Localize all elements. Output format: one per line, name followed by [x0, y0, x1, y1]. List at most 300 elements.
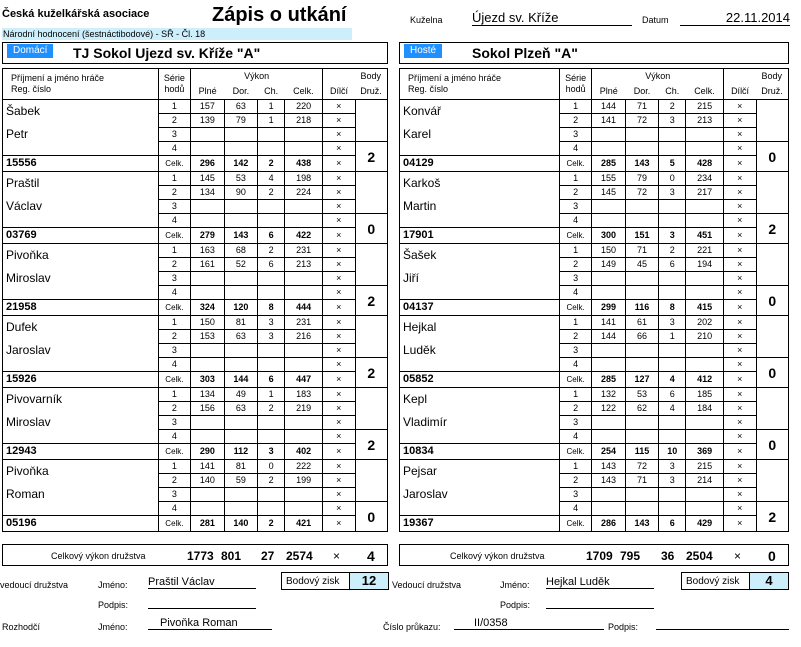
score-cell: 183: [285, 388, 323, 402]
total-cell: 324: [191, 300, 225, 316]
series-number: 3: [158, 128, 190, 142]
player-row: [3, 372, 388, 388]
score-cell: 220: [285, 100, 323, 114]
home-score-box: [281, 572, 389, 590]
player-first-name: Luděk: [400, 344, 560, 372]
series-number: 4: [158, 358, 190, 372]
player-reg-number: 04137: [400, 300, 560, 316]
score-cell: 53: [224, 172, 258, 186]
series-column-header: [158, 69, 190, 100]
player-header: Příjmení a jméno hráče: [11, 73, 105, 83]
partial-point-cell: ×: [724, 214, 756, 228]
player-first-name: Václav: [3, 200, 159, 228]
score-cell: [659, 430, 686, 444]
partial-point-cell: ×: [724, 502, 756, 516]
guest-tag: Hosté: [404, 44, 442, 58]
celk-header: Celk.: [686, 84, 724, 100]
score-cell: [686, 344, 724, 358]
score-cell: [285, 430, 323, 444]
score-cell: [659, 344, 686, 358]
partial-point-cell: ×: [724, 430, 756, 444]
player-reg-number: 21958: [3, 300, 159, 316]
dor-header: Dor.: [224, 84, 258, 100]
total-cell: 116: [625, 300, 658, 316]
score-cell: 61: [625, 316, 658, 330]
series-number: 1: [559, 316, 591, 330]
partial-point-cell: ×: [323, 330, 355, 344]
player-row: [3, 416, 388, 430]
total-cell: 369: [686, 444, 724, 460]
score-cell: [285, 416, 323, 430]
score-cell: [224, 142, 258, 156]
total-cell: 281: [191, 516, 225, 532]
player-row: [400, 200, 789, 214]
score-cell: 53: [625, 388, 658, 402]
player-team-points: 2: [756, 214, 788, 244]
ch-header: Ch.: [659, 84, 686, 100]
home-total-label: Celkový výkon družstva: [51, 551, 146, 561]
guest-team-name: Sokol Plzeň "A": [472, 45, 578, 61]
score-cell: 52: [224, 258, 258, 272]
series-number: 1: [559, 100, 591, 114]
plne-header: Plné: [191, 84, 225, 100]
score-cell: [191, 430, 225, 444]
partial-point-cell: ×: [323, 460, 355, 474]
score-cell: 214: [686, 474, 724, 488]
player-team-points: 0: [355, 214, 388, 244]
guest-score-box: [681, 572, 789, 590]
score-cell: [625, 358, 658, 372]
series-number: 2: [158, 402, 190, 416]
total-cell: 143: [625, 156, 658, 172]
referee-card-label: Číslo průkazu:: [383, 622, 441, 632]
partial-point-cell: ×: [724, 444, 756, 460]
total-cell: 3: [659, 228, 686, 244]
score-cell: 3: [659, 316, 686, 330]
series-number: 2: [559, 402, 591, 416]
guest-signature-label: Podpis:: [500, 600, 531, 610]
partial-point-cell: ×: [323, 316, 355, 330]
partial-point-cell: ×: [724, 172, 756, 186]
team-point-spacer: [355, 100, 388, 142]
score-cell: [659, 200, 686, 214]
score-cell: [224, 358, 258, 372]
total-label: Celk.: [158, 300, 190, 316]
total-label: Celk.: [559, 156, 591, 172]
player-row: [3, 128, 388, 142]
guest-team-points: 0: [768, 548, 776, 564]
score-cell: [285, 488, 323, 502]
referee-signature-label: Podpis:: [608, 622, 639, 632]
score-cell: [258, 358, 285, 372]
partial-point-cell: ×: [724, 258, 756, 272]
series-number: 3: [158, 200, 190, 214]
score-cell: 194: [686, 258, 724, 272]
player-team-points: 2: [355, 286, 388, 316]
player-team-points: 2: [355, 430, 388, 460]
guest-leader-name-label: Jméno:: [500, 580, 530, 590]
player-reg-number: 03769: [3, 228, 159, 244]
venue-value: Újezd sv. Kříže: [472, 10, 632, 26]
player-reg-number: 05196: [3, 516, 159, 532]
score-cell: [592, 488, 625, 502]
score-cell: 213: [285, 258, 323, 272]
player-row: [3, 316, 388, 330]
score-cell: 231: [285, 316, 323, 330]
score-cell: 0: [258, 460, 285, 474]
plne-header: Plné: [592, 84, 625, 100]
partial-point-cell: ×: [323, 244, 355, 258]
guest-total-dor: 795: [620, 549, 641, 563]
score-cell: [592, 200, 625, 214]
score-cell: 141: [191, 460, 225, 474]
player-surname: Šabek: [3, 100, 159, 128]
score-cell: 4: [659, 402, 686, 416]
partial-point-cell: ×: [323, 516, 355, 532]
player-team-points: 2: [756, 502, 788, 532]
total-label: Celk.: [158, 516, 190, 532]
player-surname: Pivoňka: [3, 244, 159, 272]
partial-point-cell: ×: [724, 128, 756, 142]
player-first-name: Miroslav: [3, 272, 159, 300]
score-cell: [686, 142, 724, 156]
home-score-label: Bodový zisk: [286, 576, 340, 587]
series-number: 2: [559, 186, 591, 200]
total-cell: 127: [625, 372, 658, 388]
player-row: [3, 244, 388, 258]
score-cell: 218: [285, 114, 323, 128]
partial-point-cell: ×: [724, 200, 756, 214]
home-leader-name: Praštil Václav: [148, 576, 256, 589]
score-cell: [686, 272, 724, 286]
score-cell: 72: [625, 460, 658, 474]
home-tag: Domácí: [7, 44, 53, 58]
player-first-name: Karel: [400, 128, 560, 156]
score-cell: 71: [625, 100, 658, 114]
home-signature-line: [148, 596, 256, 609]
player-row: [3, 172, 388, 186]
series-number: 1: [158, 172, 190, 186]
total-cell: 143: [224, 228, 258, 244]
total-cell: 6: [258, 228, 285, 244]
score-cell: [625, 142, 658, 156]
series-header-2: hodů: [164, 84, 185, 94]
score-cell: 6: [258, 258, 285, 272]
score-cell: 155: [592, 172, 625, 186]
referee-name-label: Jméno:: [98, 622, 128, 632]
series-number: 2: [158, 330, 190, 344]
score-cell: [659, 358, 686, 372]
score-cell: [686, 502, 724, 516]
referee-signature-line: [656, 617, 789, 630]
series-number: 3: [559, 416, 591, 430]
guest-total-celk: 2504: [686, 549, 713, 563]
score-cell: 231: [285, 244, 323, 258]
score-cell: 143: [592, 460, 625, 474]
player-team-points: 0: [756, 142, 788, 172]
partial-point-cell: ×: [323, 214, 355, 228]
score-cell: 1: [258, 388, 285, 402]
total-cell: 286: [592, 516, 625, 532]
score-cell: [285, 358, 323, 372]
score-cell: 216: [285, 330, 323, 344]
total-label: Celk.: [559, 516, 591, 532]
series-number: 2: [559, 114, 591, 128]
player-row: [3, 272, 388, 286]
score-cell: [191, 200, 225, 214]
score-cell: [258, 416, 285, 430]
player-row: [400, 316, 789, 330]
partial-point-cell: ×: [724, 300, 756, 316]
dilci-header: Dílčí: [724, 84, 756, 100]
series-number: 1: [158, 316, 190, 330]
score-cell: 6: [659, 388, 686, 402]
score-cell: [659, 416, 686, 430]
score-cell: [285, 214, 323, 228]
partial-point-cell: ×: [724, 474, 756, 488]
ch-header: Ch.: [258, 84, 285, 100]
series-number: 2: [158, 474, 190, 488]
score-cell: 72: [625, 186, 658, 200]
total-cell: 451: [686, 228, 724, 244]
total-cell: 2: [258, 156, 285, 172]
player-row: [400, 272, 789, 286]
partial-point-cell: ×: [323, 358, 355, 372]
player-first-name: Martin: [400, 200, 560, 228]
performance-header: Výkon: [191, 69, 323, 85]
series-number: 2: [158, 186, 190, 200]
partial-point-cell: ×: [724, 100, 756, 114]
home-total-cross: ×: [333, 549, 341, 563]
total-cell: 254: [592, 444, 625, 460]
score-cell: 66: [625, 330, 658, 344]
partial-point-cell: ×: [323, 416, 355, 430]
score-cell: 71: [625, 244, 658, 258]
player-column-header: [400, 69, 560, 100]
partial-point-cell: ×: [724, 286, 756, 300]
score-cell: 217: [686, 186, 724, 200]
score-cell: [592, 214, 625, 228]
player-row: [3, 516, 388, 532]
total-label: Celk.: [158, 372, 190, 388]
player-row: [400, 416, 789, 430]
player-surname: Pivovarník: [3, 388, 159, 416]
partial-point-cell: ×: [724, 228, 756, 244]
partial-point-cell: ×: [323, 114, 355, 128]
team-point-spacer: [756, 460, 788, 502]
score-cell: [659, 502, 686, 516]
partial-point-cell: ×: [323, 128, 355, 142]
partial-point-cell: ×: [323, 388, 355, 402]
player-row: [400, 444, 789, 460]
score-cell: 134: [191, 388, 225, 402]
referee-card: II/0358: [454, 617, 604, 630]
total-label: Celk.: [559, 228, 591, 244]
score-cell: 90: [224, 186, 258, 200]
score-cell: 45: [625, 258, 658, 272]
player-reg-number: 05852: [400, 372, 560, 388]
partial-point-cell: ×: [724, 372, 756, 388]
partial-point-cell: ×: [323, 100, 355, 114]
total-cell: 140: [224, 516, 258, 532]
guest-team-banner: [399, 42, 789, 64]
player-row: [400, 344, 789, 358]
total-cell: 3: [258, 444, 285, 460]
partial-point-cell: ×: [724, 186, 756, 200]
partial-point-cell: ×: [724, 114, 756, 128]
score-cell: 157: [191, 100, 225, 114]
series-number: 2: [559, 330, 591, 344]
total-cell: 428: [686, 156, 724, 172]
score-cell: 2: [258, 244, 285, 258]
score-cell: 2: [258, 402, 285, 416]
score-cell: [191, 214, 225, 228]
score-cell: [285, 272, 323, 286]
team-point-spacer: [355, 388, 388, 430]
guest-total-cross: ×: [734, 549, 742, 563]
score-cell: [191, 272, 225, 286]
partial-point-cell: ×: [724, 516, 756, 532]
score-cell: [592, 272, 625, 286]
series-number: 1: [158, 100, 190, 114]
player-team-points: 2: [355, 142, 388, 172]
score-cell: 215: [686, 100, 724, 114]
player-row: [400, 156, 789, 172]
total-cell: 412: [686, 372, 724, 388]
player-reg-number: 12943: [3, 444, 159, 460]
score-cell: [224, 200, 258, 214]
score-cell: [686, 358, 724, 372]
series-number: 3: [158, 488, 190, 502]
dilci-header: Dílčí: [323, 84, 355, 100]
score-cell: 62: [625, 402, 658, 416]
series-number: 4: [559, 502, 591, 516]
player-surname: Pivoňka: [3, 460, 159, 488]
score-cell: 163: [191, 244, 225, 258]
series-number: 2: [559, 258, 591, 272]
score-cell: [258, 344, 285, 358]
score-cell: [285, 344, 323, 358]
performance-header: Výkon: [592, 69, 724, 85]
team-point-spacer: [756, 316, 788, 358]
score-cell: [224, 272, 258, 286]
player-first-name: Vladimír: [400, 416, 560, 444]
score-cell: 2: [258, 474, 285, 488]
series-number: 1: [559, 244, 591, 258]
home-team-points: 4: [367, 548, 375, 564]
score-cell: [625, 502, 658, 516]
evaluation-note: Národní hodnocení (šestnáctibodové) - SŘ - Čl. 18: [2, 28, 352, 40]
player-row: [3, 488, 388, 502]
player-row: [3, 228, 388, 244]
player-row: [3, 100, 388, 114]
player-surname: Praštil: [3, 172, 159, 200]
player-team-points: 0: [355, 502, 388, 532]
score-cell: [686, 214, 724, 228]
score-cell: [285, 128, 323, 142]
partial-point-cell: ×: [724, 388, 756, 402]
score-cell: [659, 286, 686, 300]
total-cell: 144: [224, 372, 258, 388]
total-cell: 279: [191, 228, 225, 244]
total-cell: 402: [285, 444, 323, 460]
score-cell: [625, 416, 658, 430]
partial-point-cell: ×: [724, 330, 756, 344]
player-row: [3, 156, 388, 172]
player-row: [3, 444, 388, 460]
series-number: 3: [158, 416, 190, 430]
score-cell: 210: [686, 330, 724, 344]
score-cell: 71: [625, 474, 658, 488]
association-name: Česká kuželkářská asociace: [2, 8, 150, 20]
score-cell: 2: [659, 100, 686, 114]
score-cell: [258, 430, 285, 444]
series-number: 3: [559, 200, 591, 214]
score-cell: 79: [625, 172, 658, 186]
player-row: [400, 128, 789, 142]
score-cell: 0: [659, 172, 686, 186]
total-label: Celk.: [158, 444, 190, 460]
total-cell: 115: [625, 444, 658, 460]
home-score-value: 12: [349, 573, 388, 589]
score-cell: 145: [191, 172, 225, 186]
score-cell: [224, 416, 258, 430]
score-cell: 3: [659, 460, 686, 474]
team-point-spacer: [756, 172, 788, 214]
score-cell: 224: [285, 186, 323, 200]
series-number: 3: [559, 488, 591, 502]
score-cell: [224, 502, 258, 516]
score-cell: 144: [592, 100, 625, 114]
score-cell: 3: [659, 186, 686, 200]
score-cell: [191, 286, 225, 300]
reg-header: Reg. číslo: [408, 84, 449, 94]
partial-point-cell: ×: [323, 474, 355, 488]
score-cell: 132: [592, 388, 625, 402]
total-cell: 6: [659, 516, 686, 532]
partial-point-cell: ×: [323, 444, 355, 460]
score-cell: [191, 502, 225, 516]
score-cell: 143: [592, 474, 625, 488]
score-cell: 222: [285, 460, 323, 474]
partial-point-cell: ×: [323, 344, 355, 358]
score-cell: 49: [224, 388, 258, 402]
score-cell: [659, 214, 686, 228]
guest-total-plne: 1709: [586, 549, 613, 563]
guest-score-value: 4: [749, 573, 788, 589]
partial-point-cell: ×: [323, 502, 355, 516]
total-cell: 422: [285, 228, 323, 244]
score-cell: [258, 200, 285, 214]
total-cell: 6: [258, 372, 285, 388]
player-reg-number: 19367: [400, 516, 560, 532]
series-number: 2: [158, 258, 190, 272]
home-total-plne: 1773: [187, 549, 214, 563]
series-number: 2: [158, 114, 190, 128]
score-cell: 81: [224, 316, 258, 330]
player-row: [3, 388, 388, 402]
total-label: Celk.: [158, 228, 190, 244]
total-cell: 429: [686, 516, 724, 532]
score-cell: [686, 128, 724, 142]
home-signature-label: Podpis:: [98, 600, 129, 610]
score-cell: [258, 286, 285, 300]
team-point-spacer: [355, 316, 388, 358]
score-cell: [592, 286, 625, 300]
partial-point-cell: ×: [724, 244, 756, 258]
points-header: Body: [724, 69, 789, 85]
score-cell: 156: [191, 402, 225, 416]
